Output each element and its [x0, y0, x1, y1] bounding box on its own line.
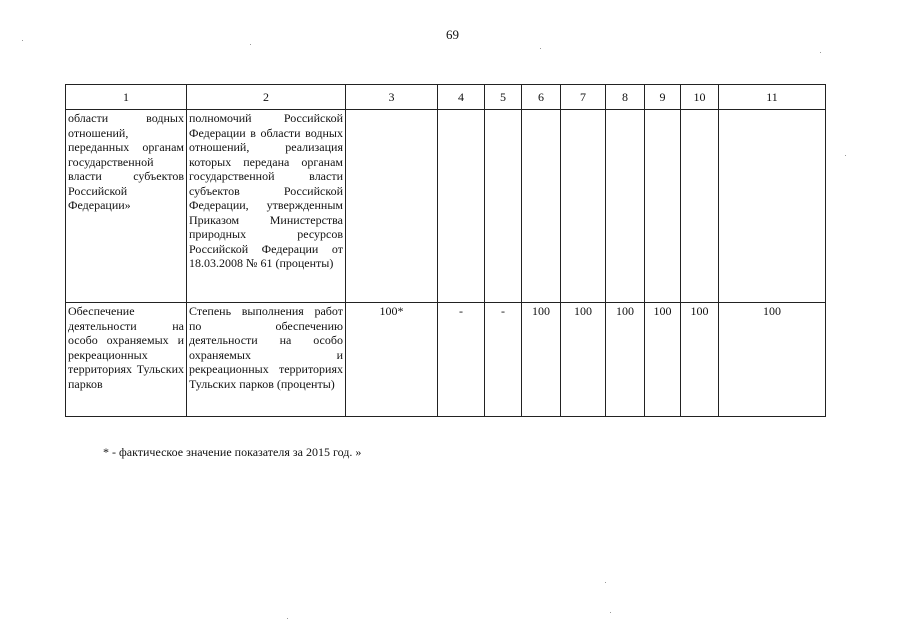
scan-speck	[610, 612, 611, 613]
cell-col8: 100	[606, 303, 645, 417]
footnote: * - фактическое значение показателя за 2015 год. »	[103, 445, 362, 459]
cell-col10: 100	[681, 303, 719, 417]
cell-col10	[681, 110, 719, 303]
scan-speck	[605, 582, 606, 583]
scan-speck	[540, 48, 541, 49]
cell-program-name: Обеспечение деятельности на особо охраняемых и рекреационных территориях Тульских парков	[66, 303, 187, 417]
column-header-10: 10	[681, 85, 719, 110]
cell-indicator-name: Степень выполнения работ по обеспечению деятельности на особо охраняемых и рекреационных территориях Тульских парков (проценты)	[187, 303, 346, 417]
table-row	[66, 110, 826, 303]
cell-col5: -	[485, 303, 522, 417]
column-header-3: 3	[346, 85, 438, 110]
scan-speck	[22, 40, 23, 41]
cell-col5	[485, 110, 522, 303]
cell-col7	[561, 110, 606, 303]
cell-col11: 100	[719, 303, 826, 417]
column-header-4: 4	[438, 85, 485, 110]
column-header-7: 7	[561, 85, 606, 110]
scan-speck	[820, 52, 821, 53]
column-header-1: 1	[66, 85, 187, 110]
table-row	[66, 303, 826, 417]
column-header-8: 8	[606, 85, 645, 110]
column-header-11: 11	[719, 85, 826, 110]
cell-col3: 100*	[346, 303, 438, 417]
column-header-2: 2	[187, 85, 346, 110]
scan-speck	[250, 44, 251, 45]
column-header-9: 9	[645, 85, 681, 110]
cell-col9: 100	[645, 303, 681, 417]
indicators-table	[65, 84, 826, 417]
cell-col7: 100	[561, 303, 606, 417]
column-header-6: 6	[522, 85, 561, 110]
scan-speck	[287, 618, 288, 619]
cell-program-name: области водных отношений, переданных органам государственной власти субъектов Российской Федерации»	[66, 110, 187, 303]
scan-speck	[845, 155, 846, 156]
column-header-5: 5	[485, 85, 522, 110]
header-row	[66, 85, 826, 110]
cell-col9	[645, 110, 681, 303]
cell-col8	[606, 110, 645, 303]
page-number: 69	[446, 27, 459, 42]
cell-col3	[346, 110, 438, 303]
cell-col6: 100	[522, 303, 561, 417]
cell-col4: -	[438, 303, 485, 417]
cell-col11	[719, 110, 826, 303]
cell-col6	[522, 110, 561, 303]
cell-indicator-name: полномочий Российской Федерации в области водных отношений, реализация которых передана органам государственной власти субъектов Российской Федерации, утвержденным Приказом Министерства природных ресурсов Российской Федерации от 18.03.2008 № 61 (проценты)	[187, 110, 346, 303]
cell-col4	[438, 110, 485, 303]
